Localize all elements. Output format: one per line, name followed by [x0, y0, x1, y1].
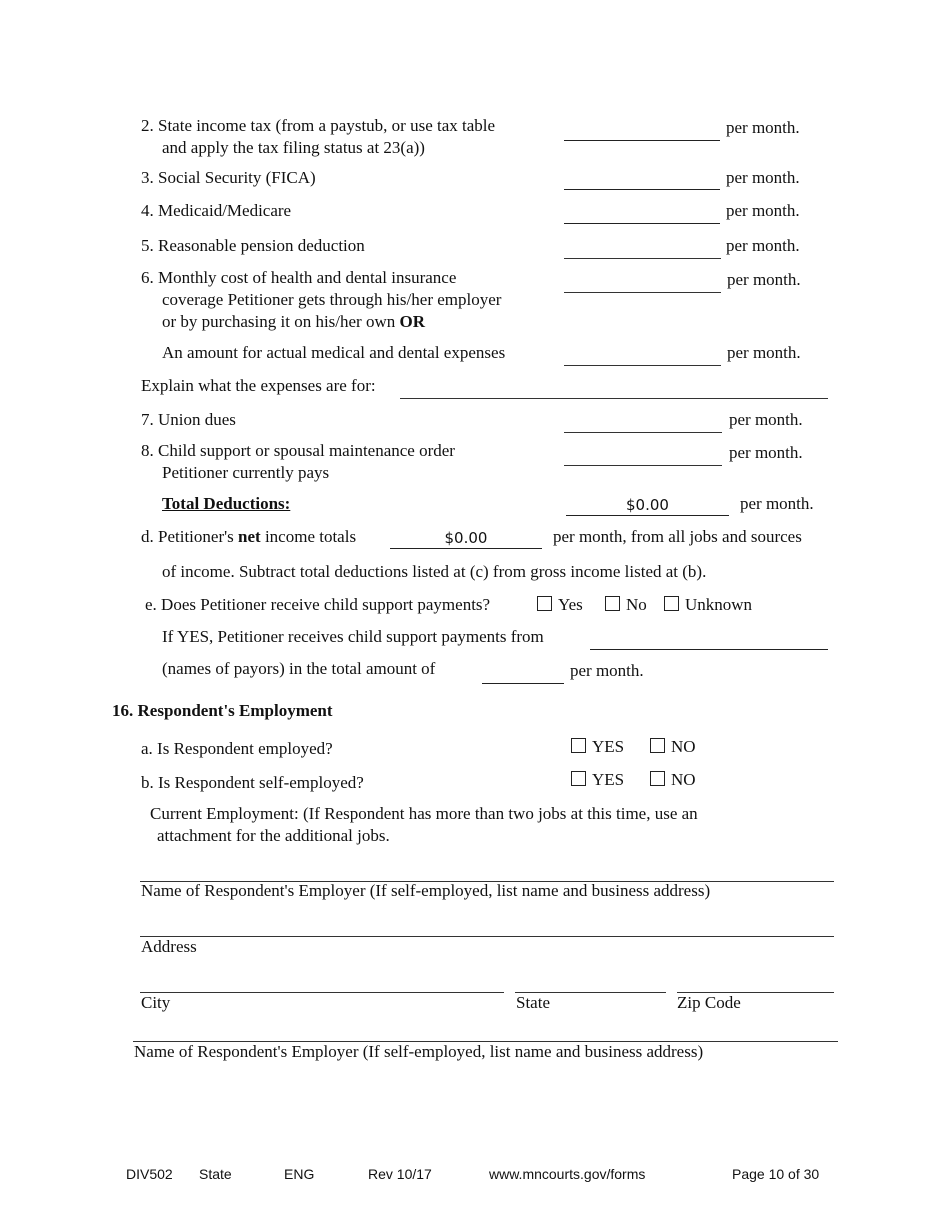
yes-checkbox[interactable] — [537, 596, 552, 611]
respondent-employment-heading: 16. Respondent's Employment — [112, 701, 333, 720]
child-support-yes-option[interactable]: Yes — [537, 594, 583, 616]
child-support-from-label: If YES, Petitioner receives child support payments from — [162, 627, 544, 646]
child-support-payors-field[interactable] — [590, 649, 828, 650]
city-label: City — [141, 993, 171, 1012]
no-checkbox[interactable] — [650, 771, 665, 786]
child-support-question: e. Does Petitioner receive child support payments? — [145, 595, 491, 614]
social-security-field[interactable] — [564, 189, 720, 190]
item8-label-line2: Petitioner currently pays — [162, 463, 330, 482]
medicaid-medicare-field[interactable] — [564, 223, 720, 224]
pension-deduction-field[interactable] — [564, 258, 721, 259]
per-month-label: per month. — [727, 270, 801, 289]
child-support-order-field[interactable] — [564, 465, 722, 466]
child-support-amount-field[interactable] — [482, 683, 564, 684]
per-month-label: per month. — [570, 661, 644, 680]
net-income-underline — [390, 548, 542, 549]
per-month-label: per month. — [729, 443, 803, 462]
child-support-unknown-option[interactable]: Unknown — [664, 594, 752, 616]
item2-label-line1: 2. State income tax (from a paystub, or use tax table — [141, 116, 496, 135]
address-label: Address — [141, 937, 197, 956]
per-month-label: per month. — [727, 343, 801, 362]
footer-form-id: DIV502 — [126, 1166, 173, 1182]
item8-label-line1: 8. Child support or spousal maintenance order — [141, 441, 455, 460]
per-month-label: per month. — [726, 168, 800, 187]
item4-label: 4. Medicaid/Medicare — [141, 201, 292, 220]
item6-label-line1: 6. Monthly cost of health and dental insurance — [141, 268, 457, 287]
per-month-label: per month. — [729, 410, 803, 429]
yes-checkbox[interactable] — [571, 738, 586, 753]
footer-language: ENG — [284, 1166, 315, 1182]
unknown-checkbox[interactable] — [664, 596, 679, 611]
item3-label: 3. Social Security (FICA) — [141, 168, 316, 187]
net-income-label: d. Petitioner's net income totals — [141, 527, 357, 546]
medical-expenses-field[interactable] — [564, 365, 721, 366]
per-month-label: per month. — [726, 236, 800, 255]
employer-name-label: Name of Respondent's Employer (If self-employed, list name and business address) — [141, 881, 711, 900]
per-month-label: per month. — [740, 494, 814, 513]
union-dues-field[interactable] — [564, 432, 722, 433]
state-label: State — [516, 993, 550, 1012]
explain-expenses-label: Explain what the expenses are for: — [141, 376, 376, 395]
per-month-label: per month. — [726, 201, 800, 220]
explain-expenses-field[interactable] — [400, 398, 828, 399]
child-support-no-option[interactable]: No — [605, 594, 647, 616]
employer2-name-label: Name of Respondent's Employer (If self-employed, list name and business address) — [134, 1042, 704, 1061]
no-checkbox[interactable] — [605, 596, 620, 611]
total-deductions-value[interactable]: $0.00 — [626, 496, 669, 514]
footer-page-number: Page 10 of 30 — [732, 1166, 820, 1182]
employed-no-option[interactable]: NO — [650, 736, 696, 758]
zip-code-label: Zip Code — [677, 993, 741, 1012]
item5-label: 5. Reasonable pension deduction — [141, 236, 365, 255]
self-employed-yes-option[interactable]: YES — [571, 769, 624, 791]
medical-expenses-label: An amount for actual medical and dental expenses — [162, 343, 506, 362]
health-insurance-field[interactable] — [564, 292, 721, 293]
item7-label: 7. Union dues — [141, 410, 236, 429]
employed-yes-option[interactable]: YES — [571, 736, 624, 758]
footer-state: State — [199, 1166, 232, 1182]
per-month-label: per month. — [726, 118, 800, 137]
item6-label-line3: or by purchasing it on his/her own OR — [162, 312, 425, 331]
item2-label-line2: and apply the tax filing status at 23(a)) — [162, 138, 425, 157]
footer-revision: Rev 10/17 — [368, 1166, 432, 1182]
current-employment-line2: attachment for the additional jobs. — [157, 826, 390, 845]
respondent-employed-question: a. Is Respondent employed? — [141, 739, 333, 758]
net-income-value[interactable]: $0.00 — [444, 529, 488, 547]
no-checkbox[interactable] — [650, 738, 665, 753]
child-support-amount-label: (names of payors) in the total amount of — [162, 659, 436, 678]
item6-label-line2: coverage Petitioner gets through his/her employer — [162, 290, 502, 309]
total-deductions-label: Total Deductions: — [162, 494, 291, 513]
net-income-per-month: per month, from all jobs and sources — [553, 527, 802, 546]
current-employment-line1: Current Employment: (If Respondent has more than two jobs at this time, use an — [150, 804, 698, 823]
net-income-instructions: of income. Subtract total deductions listed at (c) from gross income listed at (b). — [162, 562, 707, 581]
total-deductions-underline — [566, 515, 729, 516]
yes-checkbox[interactable] — [571, 771, 586, 786]
city-field[interactable] — [140, 992, 504, 993]
respondent-self-employed-question: b. Is Respondent self-employed? — [141, 773, 364, 792]
state-income-tax-field[interactable] — [564, 140, 720, 141]
self-employed-no-option[interactable]: NO — [650, 769, 696, 791]
or-label: OR — [399, 312, 425, 331]
footer-url[interactable]: www.mncourts.gov/forms — [489, 1166, 646, 1182]
address-field[interactable] — [140, 936, 834, 937]
